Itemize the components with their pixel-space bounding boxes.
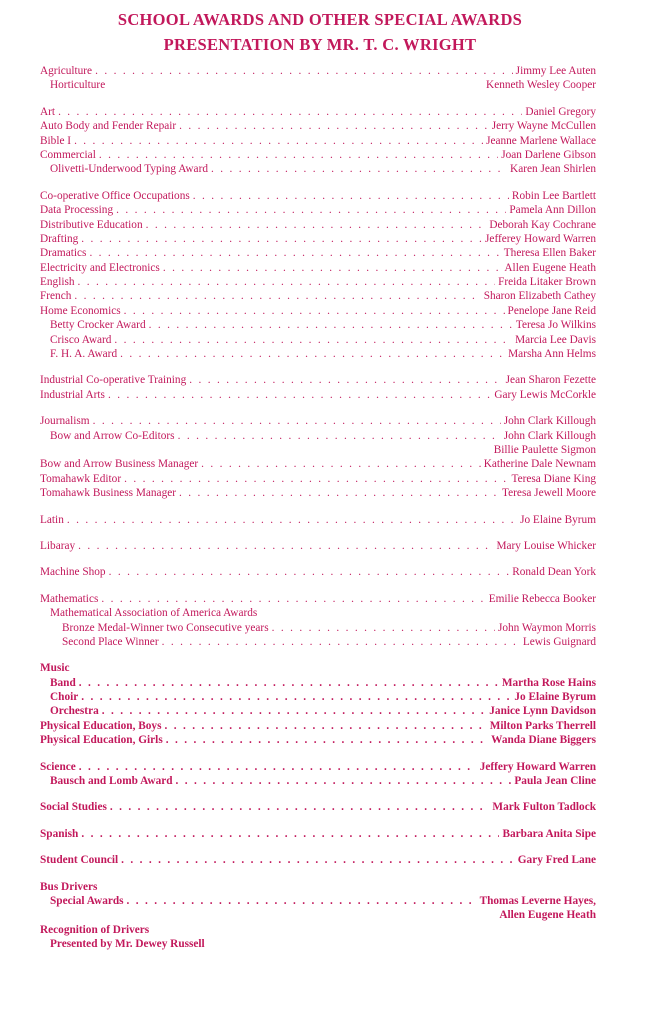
recipient-name: Allen Eugene Heath xyxy=(504,261,596,274)
award-label: Tomahawk Business Manager xyxy=(40,487,176,500)
recipient-name: Teresa Jewell Moore xyxy=(502,487,596,500)
recipient-name: Barbara Anita Sipe xyxy=(502,827,596,840)
award-entry xyxy=(40,908,596,922)
award-entry xyxy=(40,414,596,428)
award-entry xyxy=(40,203,596,217)
award-entry xyxy=(40,661,596,675)
award-entry xyxy=(40,119,596,133)
dot-leader xyxy=(189,373,502,387)
section-gap xyxy=(40,815,596,827)
award-label: Social Studies xyxy=(40,801,107,814)
dot-leader xyxy=(179,119,489,133)
award-label: Machine Shop xyxy=(40,566,106,579)
recipient-name: Mark Fulton Tadlock xyxy=(492,801,596,814)
award-entry xyxy=(40,64,596,78)
dot-leader xyxy=(79,760,477,774)
section-gap xyxy=(40,748,596,760)
dot-leader xyxy=(164,719,486,733)
recipient-name: Wanda Diane Biggers xyxy=(491,734,596,747)
recipient-name: Jimmy Lee Auten xyxy=(515,65,596,77)
award-label: Bow and Arrow Business Manager xyxy=(40,458,199,471)
recipient-name: Kenneth Wesley Cooper xyxy=(486,79,596,92)
dot-leader xyxy=(81,232,482,246)
recipient-name: John Clark Killough xyxy=(503,415,596,428)
award-label: Music xyxy=(40,662,70,675)
dot-leader xyxy=(201,457,481,471)
dot-leader xyxy=(78,275,496,289)
section-gap xyxy=(40,788,596,800)
award-entry xyxy=(40,565,596,579)
dot-leader xyxy=(124,472,508,486)
award-label: Physical Education, Girls xyxy=(40,734,163,747)
award-label: Betty Crocker Award xyxy=(50,319,146,332)
dot-leader xyxy=(127,894,477,908)
recipient-name: Robin Lee Bartlett xyxy=(511,189,596,202)
award-entry xyxy=(40,246,596,260)
dot-leader xyxy=(78,539,493,553)
recipient-name: Gary Fred Lane xyxy=(517,854,596,867)
recipient-name: Billie Paulette Sigmon xyxy=(493,443,596,456)
section-gap xyxy=(40,841,596,853)
award-entry xyxy=(40,443,596,457)
dot-leader xyxy=(58,105,522,119)
award-label: Bronze Medal-Winner two Consecutive years xyxy=(62,621,269,634)
recipient-name: Ronald Dean York xyxy=(512,566,596,579)
award-entry xyxy=(40,635,596,649)
dot-leader xyxy=(81,690,511,704)
dot-leader xyxy=(67,513,517,527)
award-entry xyxy=(40,261,596,275)
dot-leader xyxy=(114,333,512,347)
dot-leader xyxy=(79,676,499,690)
award-entry xyxy=(40,937,596,951)
recipient-name: Deborah Kay Cochrane xyxy=(489,218,596,231)
award-entry xyxy=(40,388,596,402)
award-label: Science xyxy=(40,760,76,773)
award-entry xyxy=(40,304,596,318)
dot-leader xyxy=(74,289,480,303)
award-label: Electricity and Electronics xyxy=(40,261,160,274)
award-label: Auto Body and Fender Repair xyxy=(40,120,177,133)
dot-leader xyxy=(116,203,506,217)
award-label: Olivetti-Underwood Typing Award xyxy=(50,163,208,176)
recipient-name: Janice Lynn Davidson xyxy=(489,705,596,718)
award-label: Special Awards xyxy=(50,894,124,907)
award-label: Horticulture xyxy=(50,79,106,92)
recipient-name: Jean Sharon Fezette xyxy=(505,374,596,387)
dot-leader xyxy=(110,800,490,814)
recipient-name: Jeanne Marlene Wallace xyxy=(486,134,596,147)
award-entry xyxy=(40,232,596,246)
dot-leader xyxy=(211,162,507,176)
dot-leader xyxy=(178,429,501,443)
award-entry xyxy=(40,719,596,733)
award-label: Mathematics xyxy=(40,592,99,605)
recipient-name: Lewis Guignard xyxy=(522,635,596,648)
award-entry xyxy=(40,289,596,303)
award-label: Spanish xyxy=(40,827,79,840)
recipient-name: John Clark Killough xyxy=(503,429,596,442)
recipient-name: Allen Eugene Heath xyxy=(499,909,596,922)
award-label: Drafting xyxy=(40,232,79,245)
award-label: Student Council xyxy=(40,854,119,867)
dot-leader xyxy=(102,704,487,718)
recipient-name: John Waymon Morris xyxy=(497,621,596,634)
award-label: Orchestra xyxy=(50,705,99,718)
section-gap xyxy=(40,527,596,539)
recipient-name: Sharon Elizabeth Cathey xyxy=(483,290,596,303)
dot-leader xyxy=(101,592,485,606)
award-entry xyxy=(40,486,596,500)
award-entry xyxy=(40,760,596,774)
award-entry xyxy=(40,318,596,332)
award-entry xyxy=(40,621,596,635)
recipient-name: Martha Rose Hains xyxy=(501,676,596,689)
section-gap xyxy=(40,402,596,414)
recipient-name: Jo Elaine Byrum xyxy=(520,513,596,526)
award-label: Bausch and Lomb Award xyxy=(50,775,173,788)
award-label: Agriculture xyxy=(40,65,93,77)
dot-leader xyxy=(176,774,512,788)
award-entry xyxy=(40,105,596,119)
award-label: Mathematical Association of America Awards xyxy=(50,607,258,620)
award-label: Dramatics xyxy=(40,247,87,260)
recipient-name: Jefferey Howard Warren xyxy=(485,232,596,245)
award-label: Industrial Arts xyxy=(40,388,105,401)
dot-leader xyxy=(124,304,505,318)
award-label: Latin xyxy=(40,513,64,526)
award-label: Presented by Mr. Dewey Russell xyxy=(50,938,205,951)
award-entry xyxy=(40,78,596,92)
award-entry xyxy=(40,827,596,841)
recipient-name: Thomas Leverne Hayes, xyxy=(479,894,596,907)
section-gap xyxy=(40,361,596,373)
award-entry xyxy=(40,606,596,620)
award-entry xyxy=(40,800,596,814)
recipient-name: Pamela Ann Dillon xyxy=(509,204,596,217)
award-entry xyxy=(40,189,596,203)
dot-leader xyxy=(163,261,502,275)
recipient-name: Joan Darlene Gibson xyxy=(501,148,596,161)
recipient-name: Jeffery Howard Warren xyxy=(479,760,596,773)
award-entry xyxy=(40,923,596,937)
dot-leader xyxy=(166,733,488,747)
award-entry xyxy=(40,704,596,718)
award-entry xyxy=(40,774,596,788)
award-label: French xyxy=(40,290,72,303)
award-label: Industrial Co-operative Training xyxy=(40,374,187,387)
recipient-name: Theresa Ellen Baker xyxy=(503,247,596,260)
dot-leader xyxy=(193,189,509,203)
section-gap xyxy=(40,501,596,513)
dot-leader xyxy=(74,134,483,148)
dot-leader xyxy=(120,347,505,361)
award-label: Tomahawk Editor xyxy=(40,472,122,485)
recipient-name: Jo Elaine Byrum xyxy=(514,691,596,704)
award-entry xyxy=(40,853,596,867)
dot-leader xyxy=(99,148,498,162)
recipient-name: Milton Parks Therrell xyxy=(489,719,596,732)
awards-list xyxy=(40,64,596,952)
award-entry xyxy=(40,690,596,704)
recipient-name: Penelope Jane Reid xyxy=(507,304,596,317)
award-entry xyxy=(40,275,596,289)
award-entry xyxy=(40,894,596,908)
recipient-name: Katherine Dale Newnam xyxy=(483,458,596,471)
award-label: Co-operative Office Occupations xyxy=(40,189,190,202)
award-label: Physical Education, Boys xyxy=(40,719,162,732)
award-label: Choir xyxy=(50,691,79,704)
award-entry xyxy=(40,592,596,606)
recipient-name: Emilie Rebecca Booker xyxy=(488,592,596,605)
award-entry xyxy=(40,333,596,347)
award-entry xyxy=(40,134,596,148)
page-title: SCHOOL AWARDS AND OTHER SPECIAL AWARDS xyxy=(117,10,523,29)
dot-leader xyxy=(146,218,487,232)
award-entry xyxy=(40,457,596,471)
award-entry xyxy=(40,148,596,162)
award-label: Journalism xyxy=(40,415,90,428)
recipient-name: Marcia Lee Davis xyxy=(515,333,596,346)
award-label: Bible I xyxy=(40,134,72,147)
section-gap xyxy=(40,177,596,189)
award-entry xyxy=(40,676,596,690)
dot-leader xyxy=(121,853,515,867)
award-entry xyxy=(40,539,596,553)
award-label: Band xyxy=(50,676,76,689)
section-gap xyxy=(40,553,596,565)
recipient-name: Gary Lewis McCorkle xyxy=(494,388,596,401)
award-label: Distributive Education xyxy=(40,218,143,231)
recipient-name: Teresa Jo Wilkins xyxy=(515,319,596,332)
award-entry xyxy=(40,162,596,176)
award-label: Art xyxy=(40,105,56,118)
award-label: Bus Drivers xyxy=(40,880,98,893)
dot-leader xyxy=(162,635,520,649)
award-entry xyxy=(40,472,596,486)
section-gap xyxy=(40,580,596,592)
dot-leader xyxy=(95,64,513,78)
dot-leader xyxy=(93,414,501,428)
award-label: Bow and Arrow Co-Editors xyxy=(50,429,175,442)
recipient-name: Freida Litaker Brown xyxy=(498,276,596,289)
dot-leader xyxy=(179,486,499,500)
dot-leader xyxy=(108,388,491,402)
award-label: Recognition of Drivers xyxy=(40,923,150,936)
recipient-name: Teresa Diane King xyxy=(511,472,596,485)
award-label: F. H. A. Award xyxy=(50,348,118,361)
section-gap xyxy=(40,93,596,105)
award-entry xyxy=(40,880,596,894)
award-label: Second Place Winner xyxy=(62,635,159,648)
award-entry xyxy=(40,429,596,443)
award-entry xyxy=(40,733,596,747)
award-entry xyxy=(40,218,596,232)
section-gap xyxy=(40,649,596,661)
award-entry xyxy=(40,373,596,387)
recipient-name: Mary Louise Whicker xyxy=(496,539,596,552)
page-subtitle: PRESENTATION BY MR. T. C. WRIGHT xyxy=(163,35,477,54)
recipient-name: Jerry Wayne McCullen xyxy=(491,120,596,133)
recipient-name: Marsha Ann Helms xyxy=(508,348,596,361)
dot-leader xyxy=(149,318,513,332)
dot-leader xyxy=(89,246,500,260)
section-gap xyxy=(40,868,596,880)
dot-leader xyxy=(109,565,510,579)
award-entry xyxy=(40,347,596,361)
dot-leader xyxy=(81,827,499,841)
recipient-name: Karen Jean Shirlen xyxy=(510,163,596,176)
award-label: Crisco Award xyxy=(50,333,112,346)
award-label: Home Economics xyxy=(40,304,121,317)
award-label: English xyxy=(40,276,75,289)
award-label: Data Processing xyxy=(40,204,114,217)
recipient-name: Paula Jean Cline xyxy=(514,775,596,788)
award-entry xyxy=(40,513,596,527)
award-label: Libaray xyxy=(40,539,76,552)
recipient-name: Daniel Gregory xyxy=(525,105,596,118)
dot-leader xyxy=(272,621,495,635)
award-label: Commercial xyxy=(40,148,96,161)
